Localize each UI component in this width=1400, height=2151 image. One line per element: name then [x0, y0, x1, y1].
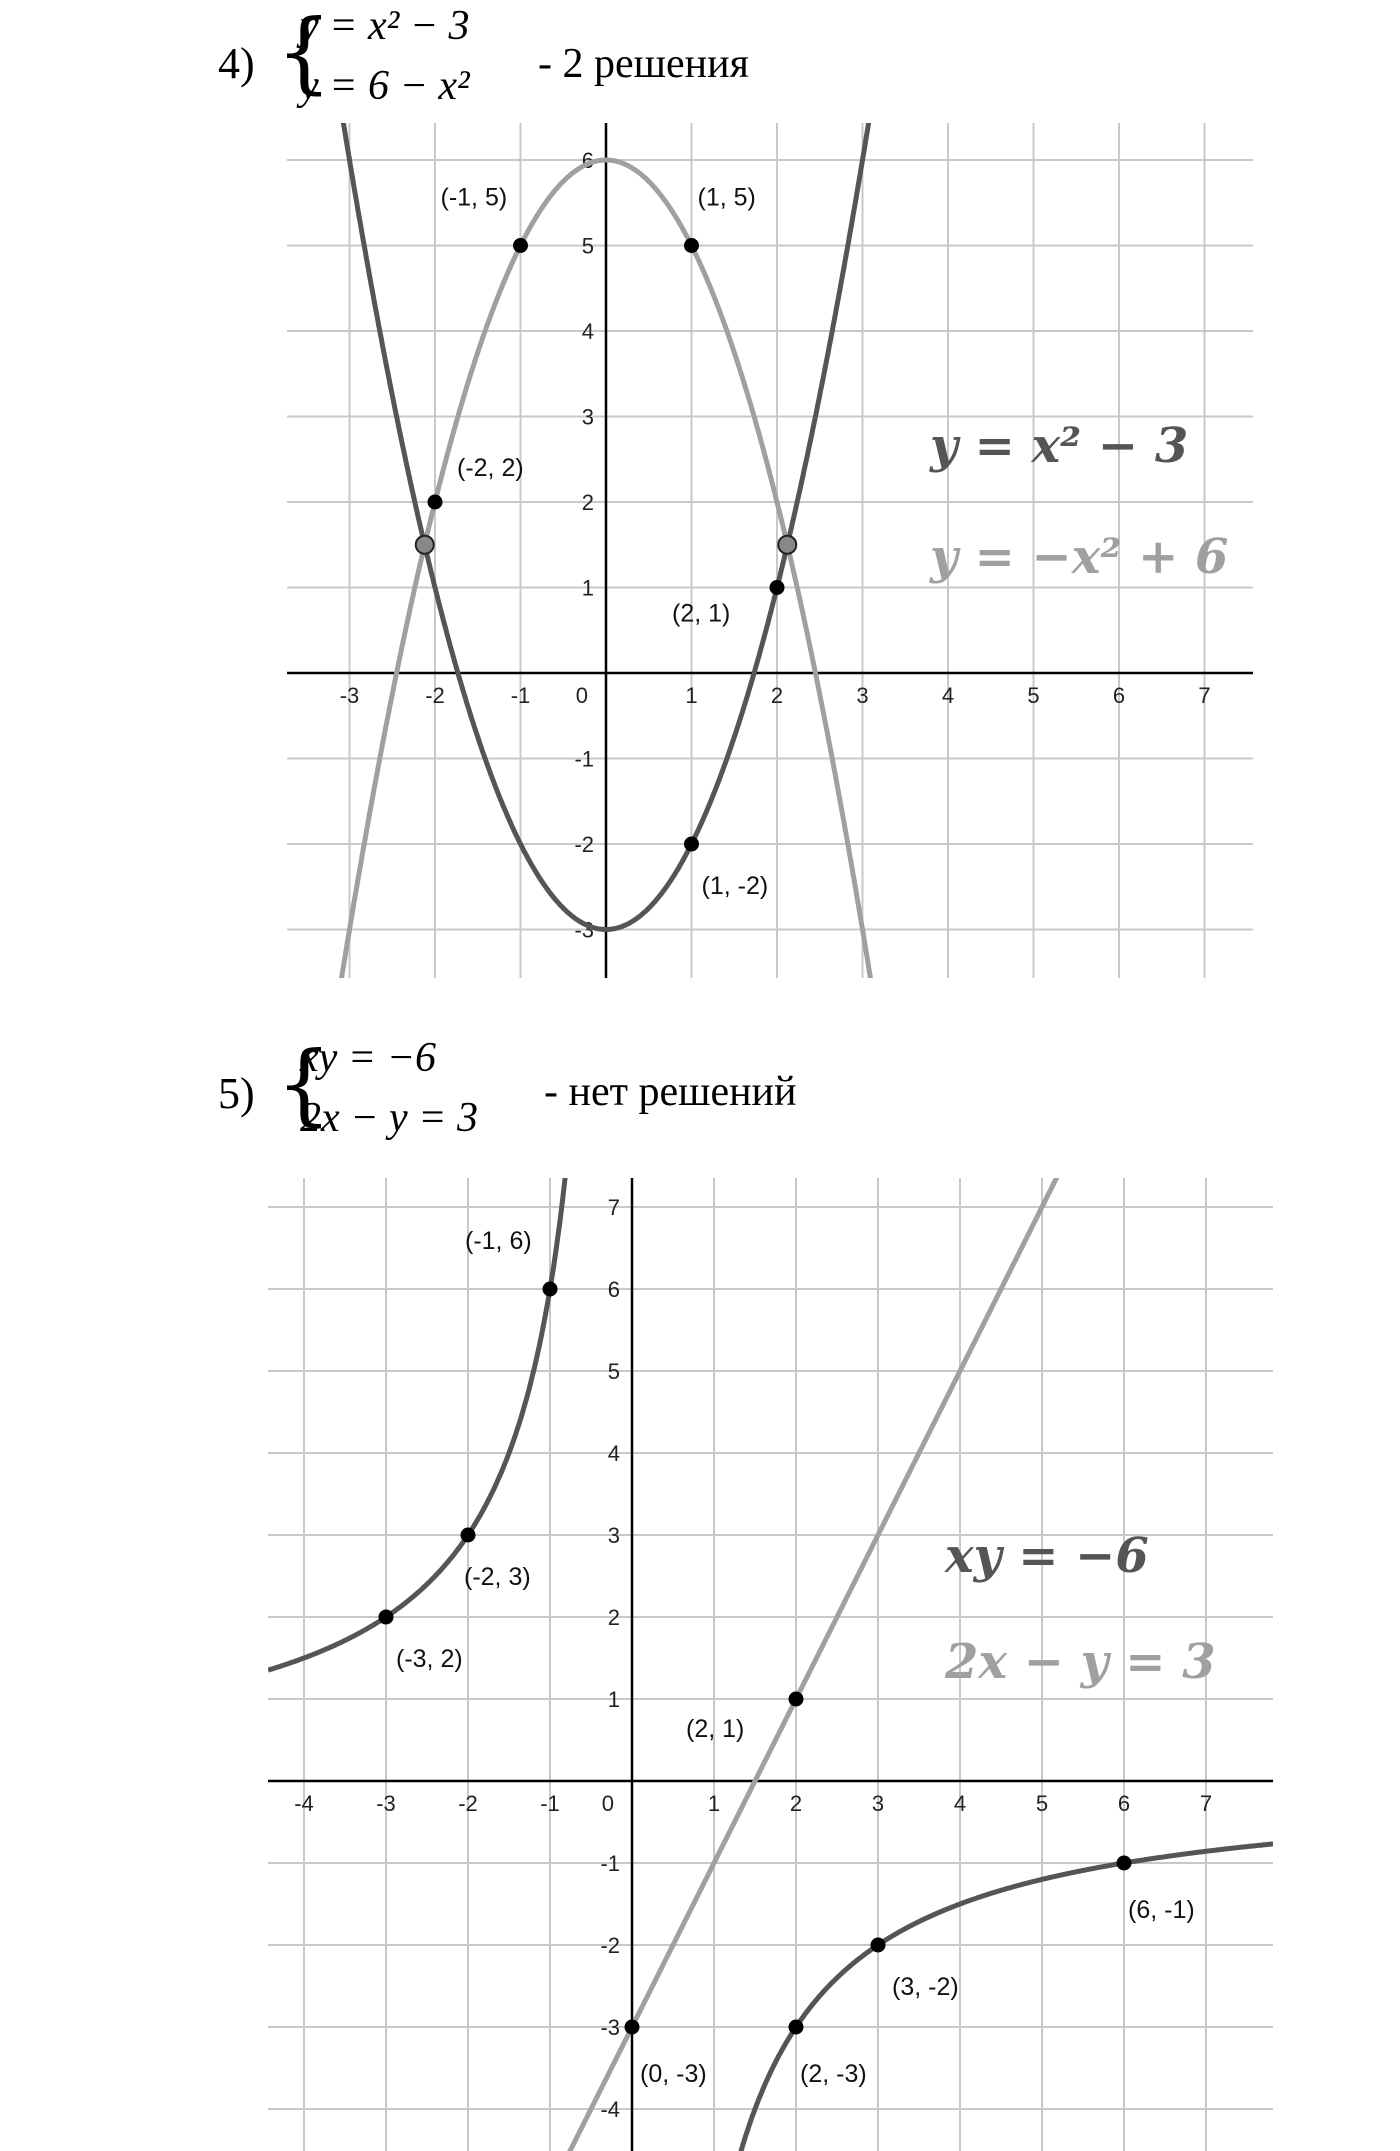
- legend-entry: y = −x² + 6: [930, 529, 1229, 585]
- intersection-point: [416, 536, 434, 554]
- x-tick-label: -3: [376, 1791, 396, 1816]
- data-point-label: (3, -2): [892, 1973, 959, 2001]
- y-tick-label: 4: [607, 1441, 620, 1466]
- y-tick-label: -3: [574, 917, 594, 943]
- data-point-label: (-1, 5): [440, 183, 508, 212]
- system-brace: {: [276, 0, 332, 103]
- system-equation-1: xy = −6: [300, 1035, 436, 1081]
- data-point: [428, 495, 443, 510]
- data-point-label: (1, -2): [701, 872, 769, 900]
- origin-label: 0: [601, 1791, 614, 1816]
- y-tick-label: 5: [581, 233, 594, 259]
- x-tick-label: 5: [1035, 1791, 1049, 1816]
- x-tick-label: 5: [1027, 683, 1040, 708]
- data-point-label: (2, 1): [686, 1715, 745, 1743]
- data-point: [684, 238, 699, 253]
- data-point: [789, 2020, 804, 2035]
- y-tick-label: 3: [607, 1523, 620, 1548]
- x-tick-label: 1: [707, 1791, 721, 1816]
- data-point-label: (-1, 6): [465, 1227, 532, 1255]
- data-point-label: (0, -3): [640, 2060, 707, 2088]
- system-equation-1: y = x² − 3: [300, 3, 470, 49]
- y-tick-label: -3: [600, 2015, 620, 2040]
- y-tick-label: 1: [607, 1687, 620, 1712]
- legend-entry: 2x − y = 3: [945, 1634, 1216, 1690]
- data-point: [461, 1528, 476, 1543]
- x-tick-label: 2: [789, 1791, 803, 1816]
- x-tick-label: -4: [294, 1791, 314, 1816]
- data-point: [684, 837, 699, 852]
- y-tick-label: 7: [607, 1195, 620, 1220]
- x-tick-label: 2: [770, 683, 784, 708]
- data-point-label: (2, -3): [800, 2060, 867, 2088]
- x-tick-label: -3: [339, 683, 360, 708]
- system-equation-2: 2x − y = 3: [300, 1095, 478, 1141]
- x-tick-label: 6: [1117, 1791, 1131, 1816]
- x-tick-label: 6: [1112, 683, 1126, 708]
- system-brace: {: [276, 1032, 332, 1135]
- answer-text: - 2 решения: [538, 41, 749, 87]
- data-point: [379, 1610, 394, 1625]
- x-tick-label: 4: [953, 1791, 967, 1816]
- x-tick-label: -1: [540, 1791, 560, 1816]
- legend-entry: y = x² − 3: [930, 418, 1189, 474]
- data-point: [625, 2020, 640, 2035]
- y-tick-label: 6: [581, 148, 594, 173]
- x-tick-label: -2: [458, 1791, 478, 1816]
- answer-text: - нет решений: [544, 1069, 797, 1115]
- data-point: [513, 238, 528, 253]
- y-tick-label: 1: [581, 575, 594, 601]
- y-tick-label: 2: [607, 1605, 620, 1630]
- x-tick-label: 1: [685, 683, 698, 708]
- x-tick-label: -1: [510, 683, 531, 708]
- legend-entry: xy = −6: [945, 1528, 1149, 1584]
- data-point: [1117, 1856, 1132, 1871]
- y-tick-label: -2: [574, 832, 594, 857]
- x-tick-label: 3: [871, 1791, 885, 1816]
- y-tick-label: 4: [581, 319, 594, 344]
- x-tick-label: -2: [425, 683, 445, 708]
- y-tick-label: 5: [607, 1359, 620, 1384]
- x-tick-label: 3: [856, 683, 869, 708]
- data-point-label: (1, 5): [697, 183, 756, 212]
- origin-label: 0: [575, 683, 588, 708]
- x-tick-label: 7: [1199, 1791, 1213, 1816]
- data-point-label: (6, -1): [1128, 1896, 1195, 1924]
- problem-number: 5): [218, 1069, 255, 1118]
- data-point: [770, 580, 785, 595]
- data-point: [543, 1282, 558, 1297]
- data-point-label: (2, 1): [672, 599, 731, 628]
- y-tick-label: -2: [600, 1933, 620, 1958]
- data-point-label: (-2, 2): [457, 454, 524, 482]
- y-tick-label: -1: [574, 746, 594, 772]
- y-tick-label: 2: [581, 490, 594, 515]
- system-equation-2: y = 6 − x²: [300, 63, 470, 109]
- data-point-label: (-3, 2): [396, 1645, 463, 1673]
- x-tick-label: 4: [941, 683, 955, 708]
- data-point-label: (-2, 3): [464, 1563, 531, 1591]
- data-point: [871, 1938, 886, 1953]
- y-tick-label: 6: [607, 1277, 620, 1302]
- series-curve-1: [268, 804, 1273, 2151]
- y-tick-label: 3: [581, 404, 594, 430]
- x-tick-label: 7: [1198, 683, 1211, 708]
- intersection-point: [778, 536, 796, 554]
- y-tick-label: -1: [600, 1851, 620, 1876]
- y-tick-label: -4: [600, 2097, 620, 2122]
- data-point: [789, 1692, 804, 1707]
- problem-number: 4): [218, 39, 255, 88]
